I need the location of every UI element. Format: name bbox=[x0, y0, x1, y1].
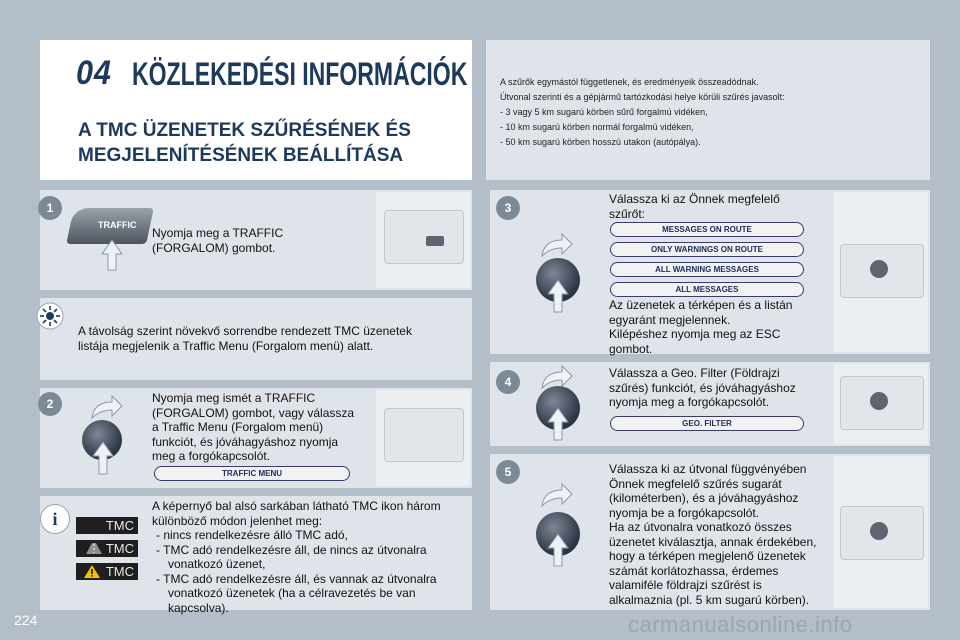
radio-faceplate bbox=[384, 210, 464, 264]
radio-faceplate bbox=[384, 408, 464, 462]
step-badge: 1 bbox=[38, 196, 62, 220]
tmc-label: TMC bbox=[105, 564, 134, 579]
text-line: egyaránt megjelennek. bbox=[609, 312, 731, 327]
section-title bbox=[78, 118, 458, 168]
text-line: Válassza ki az útvonal függvényében bbox=[609, 462, 807, 476]
text-line: nyomja be a forgókapcsolót. bbox=[609, 505, 760, 520]
filter-option-only-warnings[interactable]: ONLY WARNINGS ON ROUTE bbox=[610, 242, 804, 257]
step5-text bbox=[609, 462, 816, 607]
text-line: üzenetet kiválasztja, annak érdekében, bbox=[609, 534, 817, 549]
tip-text bbox=[78, 324, 412, 353]
text-line: számát korlátozhassa, érdemes bbox=[609, 563, 779, 578]
step-badge: 5 bbox=[496, 460, 520, 484]
text-line: hogy a térképen megjelenő üzenetek bbox=[609, 549, 806, 563]
tmc-icon-available bbox=[76, 540, 138, 557]
text-line: vonatkozó üzenetek (ha a célravezetés be van bbox=[168, 586, 416, 600]
lightbulb-icon bbox=[36, 302, 64, 330]
text-line: TMC adó rendelkezésre áll, de nincs az útvonalra bbox=[163, 542, 427, 557]
text-line: TMC adó rendelkezésre áll, és vannak az útvonalra bbox=[163, 571, 437, 586]
text-line: Válassza a Geo. Filter (Földrajzi bbox=[609, 366, 780, 380]
step-badge: 2 bbox=[38, 392, 62, 416]
radio-panel-illustration bbox=[834, 364, 928, 444]
press-arrow-icon bbox=[100, 238, 124, 272]
tmc-icon-messages bbox=[76, 563, 138, 580]
intro-list-item: - 3 vagy 5 km sugarú körben sűrű forgalmú vidéken, bbox=[500, 105, 920, 120]
text-line: Nyomja meg a TRAFFIC bbox=[152, 226, 284, 240]
text-line: (kilométerben), és a jóváhagyáshoz bbox=[609, 491, 799, 505]
text-line: Az üzenetek a térképen és a listán bbox=[609, 298, 793, 312]
page-number: 224 bbox=[14, 612, 38, 628]
intro-text bbox=[500, 75, 920, 150]
step4-text bbox=[609, 366, 796, 410]
rotate-arrow-icon bbox=[538, 232, 574, 258]
text-line: nincs rendelkezésre álló TMC adó, bbox=[163, 528, 348, 542]
step-badge: 3 bbox=[496, 196, 520, 220]
tmc-label: TMC bbox=[105, 518, 134, 533]
step1-text bbox=[152, 226, 283, 255]
step2-text bbox=[152, 391, 354, 464]
text-line: (FORGALOM) gombot. bbox=[152, 240, 276, 255]
knob-highlight bbox=[870, 522, 888, 540]
section-title-line: A TMC ÜZENETEK SZŰRÉSÉNEK ÉS bbox=[78, 120, 411, 141]
tmc-label: TMC bbox=[105, 541, 134, 556]
traffic-key-highlight bbox=[426, 236, 444, 246]
road-icon bbox=[86, 543, 102, 554]
geo-filter-option[interactable]: GEO. FILTER bbox=[610, 416, 804, 431]
intro-list-item: - 50 km sugarú körben hosszú utakon (autópálya). bbox=[500, 135, 920, 150]
text-line: listája megjelenik a Traffic Menu (Forgalom menü) alatt. bbox=[78, 338, 374, 353]
text-line: Kilépéshez nyomja meg az ESC bbox=[609, 327, 781, 341]
text-line: különböző módon jelenhet meg: bbox=[152, 513, 323, 528]
text-line: A távolság szerint növekvő sorrendbe rendezett TMC üzenetek bbox=[78, 324, 412, 338]
info-icon: i bbox=[40, 504, 70, 534]
intro-list bbox=[500, 105, 920, 150]
text-line: vonatkozó üzenet, bbox=[168, 557, 266, 571]
press-arrow-icon bbox=[546, 406, 570, 442]
filter-option-all-warnings[interactable]: ALL WARNING MESSAGES bbox=[610, 262, 804, 277]
intro-list-item: - 10 km sugarú körben normál forgalmú vidéken, bbox=[500, 120, 920, 135]
text-line: Ha az útvonalra vonatkozó összes bbox=[609, 520, 792, 534]
knob-highlight bbox=[870, 392, 888, 410]
press-arrow-icon bbox=[546, 278, 570, 314]
text-line: nyomja meg a forgókapcsolót. bbox=[609, 395, 770, 409]
warning-triangle-icon bbox=[84, 565, 100, 578]
text-line: Önnek megfelelő szűrés sugarát bbox=[609, 476, 782, 491]
text-line: szűrés) funkciót, és jóváhagyáshoz bbox=[609, 380, 796, 395]
info-list bbox=[152, 528, 464, 615]
rotate-arrow-icon bbox=[88, 394, 124, 420]
step3-after-text bbox=[609, 298, 792, 356]
info-list-item bbox=[152, 543, 464, 572]
section-title-line: MEGJELENÍTÉSÉNEK BEÁLLÍTÁSA bbox=[78, 145, 404, 166]
press-arrow-icon bbox=[546, 532, 570, 568]
text-line: Válassza ki az Önnek megfelelő bbox=[609, 192, 780, 206]
radio-panel-illustration bbox=[376, 390, 470, 486]
tmc-icon-unavailable bbox=[76, 517, 138, 534]
info-list-item bbox=[152, 528, 464, 543]
filter-option-all-messages[interactable]: ALL MESSAGES bbox=[610, 282, 804, 297]
press-arrow-icon bbox=[91, 440, 115, 476]
watermark: carmanualsonline.info bbox=[628, 612, 853, 637]
knob-highlight bbox=[870, 260, 888, 278]
chapter-number: 04 bbox=[76, 54, 112, 92]
radio-panel-illustration bbox=[834, 456, 928, 608]
text-line: meg a forgókapcsolót. bbox=[152, 449, 271, 463]
step3-text bbox=[609, 192, 780, 221]
text-line: valamiféle földrajzi szűrést is bbox=[609, 578, 762, 592]
text-line: kapcsolva). bbox=[168, 600, 229, 615]
traffic-menu-option[interactable]: TRAFFIC MENU bbox=[154, 466, 350, 481]
text-line: Nyomja meg ismét a TRAFFIC bbox=[152, 391, 316, 405]
chapter-title: KÖZLEKEDÉSI INFORMÁCIÓK bbox=[132, 56, 468, 92]
filter-option-messages-on-route[interactable]: MESSAGES ON ROUTE bbox=[610, 222, 804, 237]
text-line: a Traffic Menu (Forgalom menü) bbox=[152, 420, 324, 434]
text-line: gombot. bbox=[609, 341, 653, 356]
intro-line: Útvonal szerinti és a gépjármű tartózkodási helye körüli szűrés javasolt: bbox=[500, 92, 785, 102]
text-line: (FORGALOM) gombot, vagy válassza bbox=[152, 405, 355, 420]
text-line: alkalmaznia (pl. 5 km sugarú körben). bbox=[609, 592, 810, 607]
info-list-item bbox=[152, 572, 464, 616]
intro-line: A szűrők egymástól függetlenek, és eredményeik összeadódnak. bbox=[500, 77, 759, 87]
step-badge: 4 bbox=[496, 370, 520, 394]
text-line: funkciót, és jóváhagyáshoz nyomja bbox=[152, 434, 339, 449]
text-line: A képernyő bal alsó sarkában látható TMC ikon három bbox=[152, 499, 441, 513]
radio-panel-illustration bbox=[834, 192, 928, 352]
radio-panel-illustration bbox=[376, 192, 470, 288]
rotate-arrow-icon bbox=[538, 482, 574, 508]
text-line: szűrőt: bbox=[609, 206, 646, 221]
traffic-button-label: TRAFFIC bbox=[98, 220, 137, 230]
info-text bbox=[152, 499, 464, 615]
